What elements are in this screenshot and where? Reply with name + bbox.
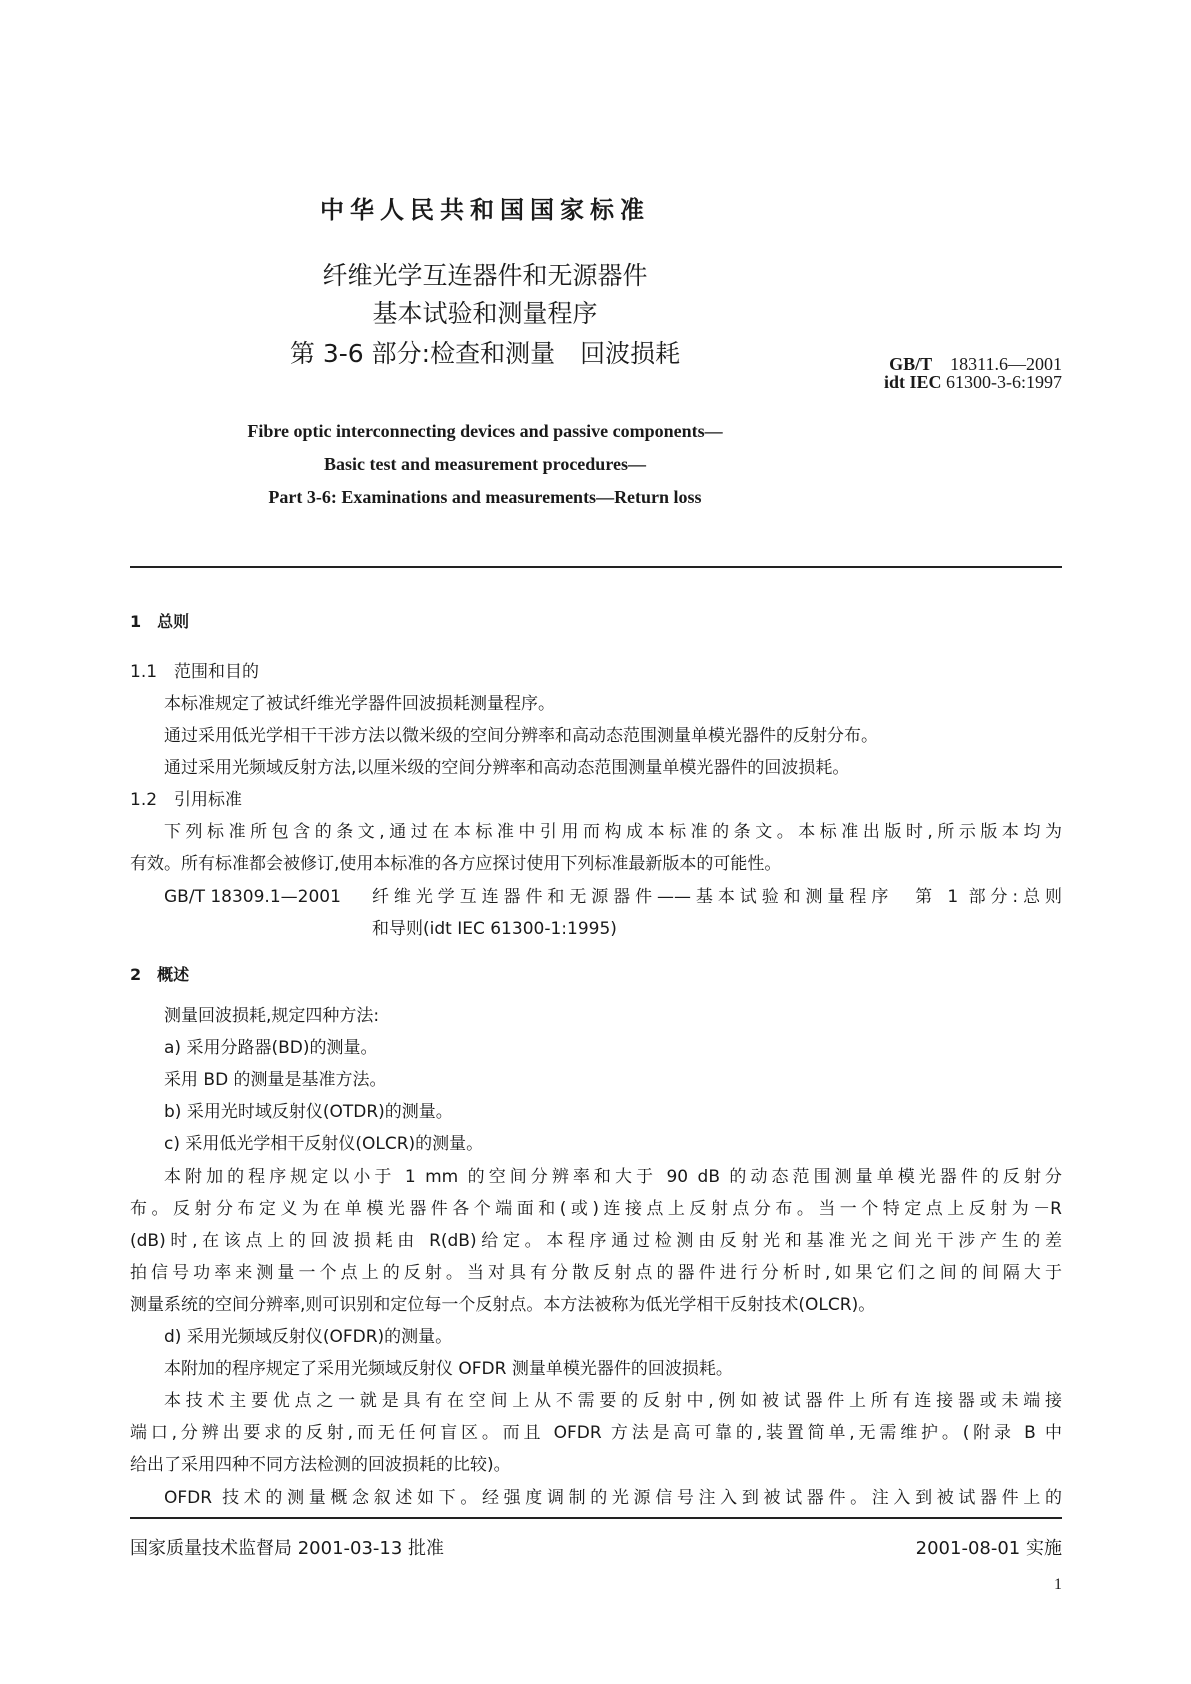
section-1-heading: 1 总则 <box>130 612 190 631</box>
national-standard-heading: 中华人民共和国国家标准 <box>320 196 650 224</box>
paragraph-line: 布。反射分布定义为在单模光器件各个端面和(或)连接点上反射点分布。当一个特定点上反射为－R <box>130 1198 1062 1219</box>
paragraph-line: 本附加的程序规定以小于 1 mm 的空间分辨率和大于 90 dB 的动态范围测量单模光器件的反射分 <box>164 1166 1062 1187</box>
header-divider <box>130 566 1062 568</box>
page-number: 1 <box>1054 1576 1062 1593</box>
paragraph-line: 本附加的程序规定了采用光频域反射仪 OFDR 测量单模光器件的回波损耗。 <box>164 1359 733 1380</box>
paragraph-line: 下列标准所包含的条文,通过在本标准中引用而构成本标准的条文。本标准出版时,所示版本均为 <box>164 822 1062 842</box>
paragraph-line: 给出了采用四种不同方法检测的回波损耗的比较)。 <box>130 1455 511 1476</box>
title-cn-line-2: 基本试验和测量程序 <box>372 299 598 328</box>
iec-code <box>760 372 1062 393</box>
paragraph-line: 端口,分辨出要求的反射,而无任何盲区。而且 OFDR 方法是高可靠的,装置简单,无需维护。(附录 B 中 <box>130 1423 1062 1444</box>
paragraph-line: d) 采用光频域反射仪(OFDR)的测量。 <box>164 1327 453 1347</box>
title-en-line-1: Fibre optic interconnecting devices and passive components— <box>247 421 723 441</box>
paragraph-line: a) 采用分路器(BD)的测量。 <box>164 1038 378 1059</box>
paragraph-line: OFDR 技术的测量概念叙述如下。经强度调制的光源信号注入到被试器件。注入到被试器件上的 <box>164 1487 1062 1508</box>
paragraph-line: 测量回波损耗,规定四种方法: <box>164 1006 380 1026</box>
reference-title-cont: 和导则(idt IEC 61300-1:1995) <box>372 919 617 939</box>
paragraph-line: c) 采用低光学相干反射仪(OLCR)的测量。 <box>164 1134 484 1155</box>
paragraph-line: b) 采用光时域反射仪(OTDR)的测量。 <box>164 1102 453 1123</box>
approval-text: 国家质量技术监督局 2001-03-13 批准 <box>130 1538 445 1559</box>
paragraph-line: 通过采用低光学相干干涉方法以微米级的空间分辨率和高动态范围测量单模光器件的反射分布。 <box>164 726 878 746</box>
reference-title: 纤维光学互连器件和无源器件——基本试验和测量程序 第 1 部分:总则 <box>372 887 1062 907</box>
section-2-heading: 2 概述 <box>130 965 190 984</box>
paragraph-line: 本标准规定了被试纤维光学器件回波损耗测量程序。 <box>164 694 555 714</box>
title-cn-line-3: 第 3-6 部分:检查和测量 回波损耗 <box>289 339 681 368</box>
title-en-line-3: Part 3-6: Examinations and measurements—Return loss <box>268 487 702 507</box>
paragraph-line: 采用 BD 的测量是基准方法。 <box>164 1070 387 1091</box>
paragraph-line: 有效。所有标准都会被修订,使用本标准的各方应探讨使用下列标准最新版本的可能性。 <box>130 854 782 874</box>
title-en-line-2: Basic test and measurement procedures— <box>324 454 646 474</box>
paragraph-line: (dB)时,在该点上的回波损耗由 R(dB)给定。本程序通过检测由反射光和基准光之间光干涉产生的差 <box>130 1230 1062 1251</box>
section-1-1-heading: 1.1 范围和目的 <box>130 662 260 682</box>
paragraph-line: 拍信号功率来测量一个点上的反射。当对具有分散反射点的器件进行分析时,如果它们之间的间隔大于 <box>130 1262 1062 1283</box>
code-prefix: GB/T <box>889 354 933 374</box>
effective-date: 2001-08-01 实施 <box>915 1538 1062 1559</box>
section-1-2-heading: 1.2 引用标准 <box>130 790 243 810</box>
footer-divider <box>130 1517 1062 1519</box>
iec-number: 61300-3-6:1997 <box>946 372 1062 392</box>
paragraph-line: 通过采用光频域反射方法,以厘米级的空间分辨率和高动态范围测量单模光器件的回波损耗。 <box>164 758 850 778</box>
title-cn-line-1: 纤维光学互连器件和无源器件 <box>322 261 648 290</box>
paragraph-line: 本技术主要优点之一就是具有在空间上从不需要的反射中,例如被试器件上所有连接器或未端接 <box>164 1391 1062 1412</box>
code-number: 18311.6—2001 <box>950 354 1062 374</box>
paragraph-line: 测量系统的空间分辨率,则可识别和定位每一个反射点。本方法被称为低光学相干反射技术(OLCR)。 <box>130 1294 876 1315</box>
iec-prefix: idt IEC <box>883 372 942 392</box>
reference-code: GB/T 18309.1—2001 <box>164 887 341 907</box>
